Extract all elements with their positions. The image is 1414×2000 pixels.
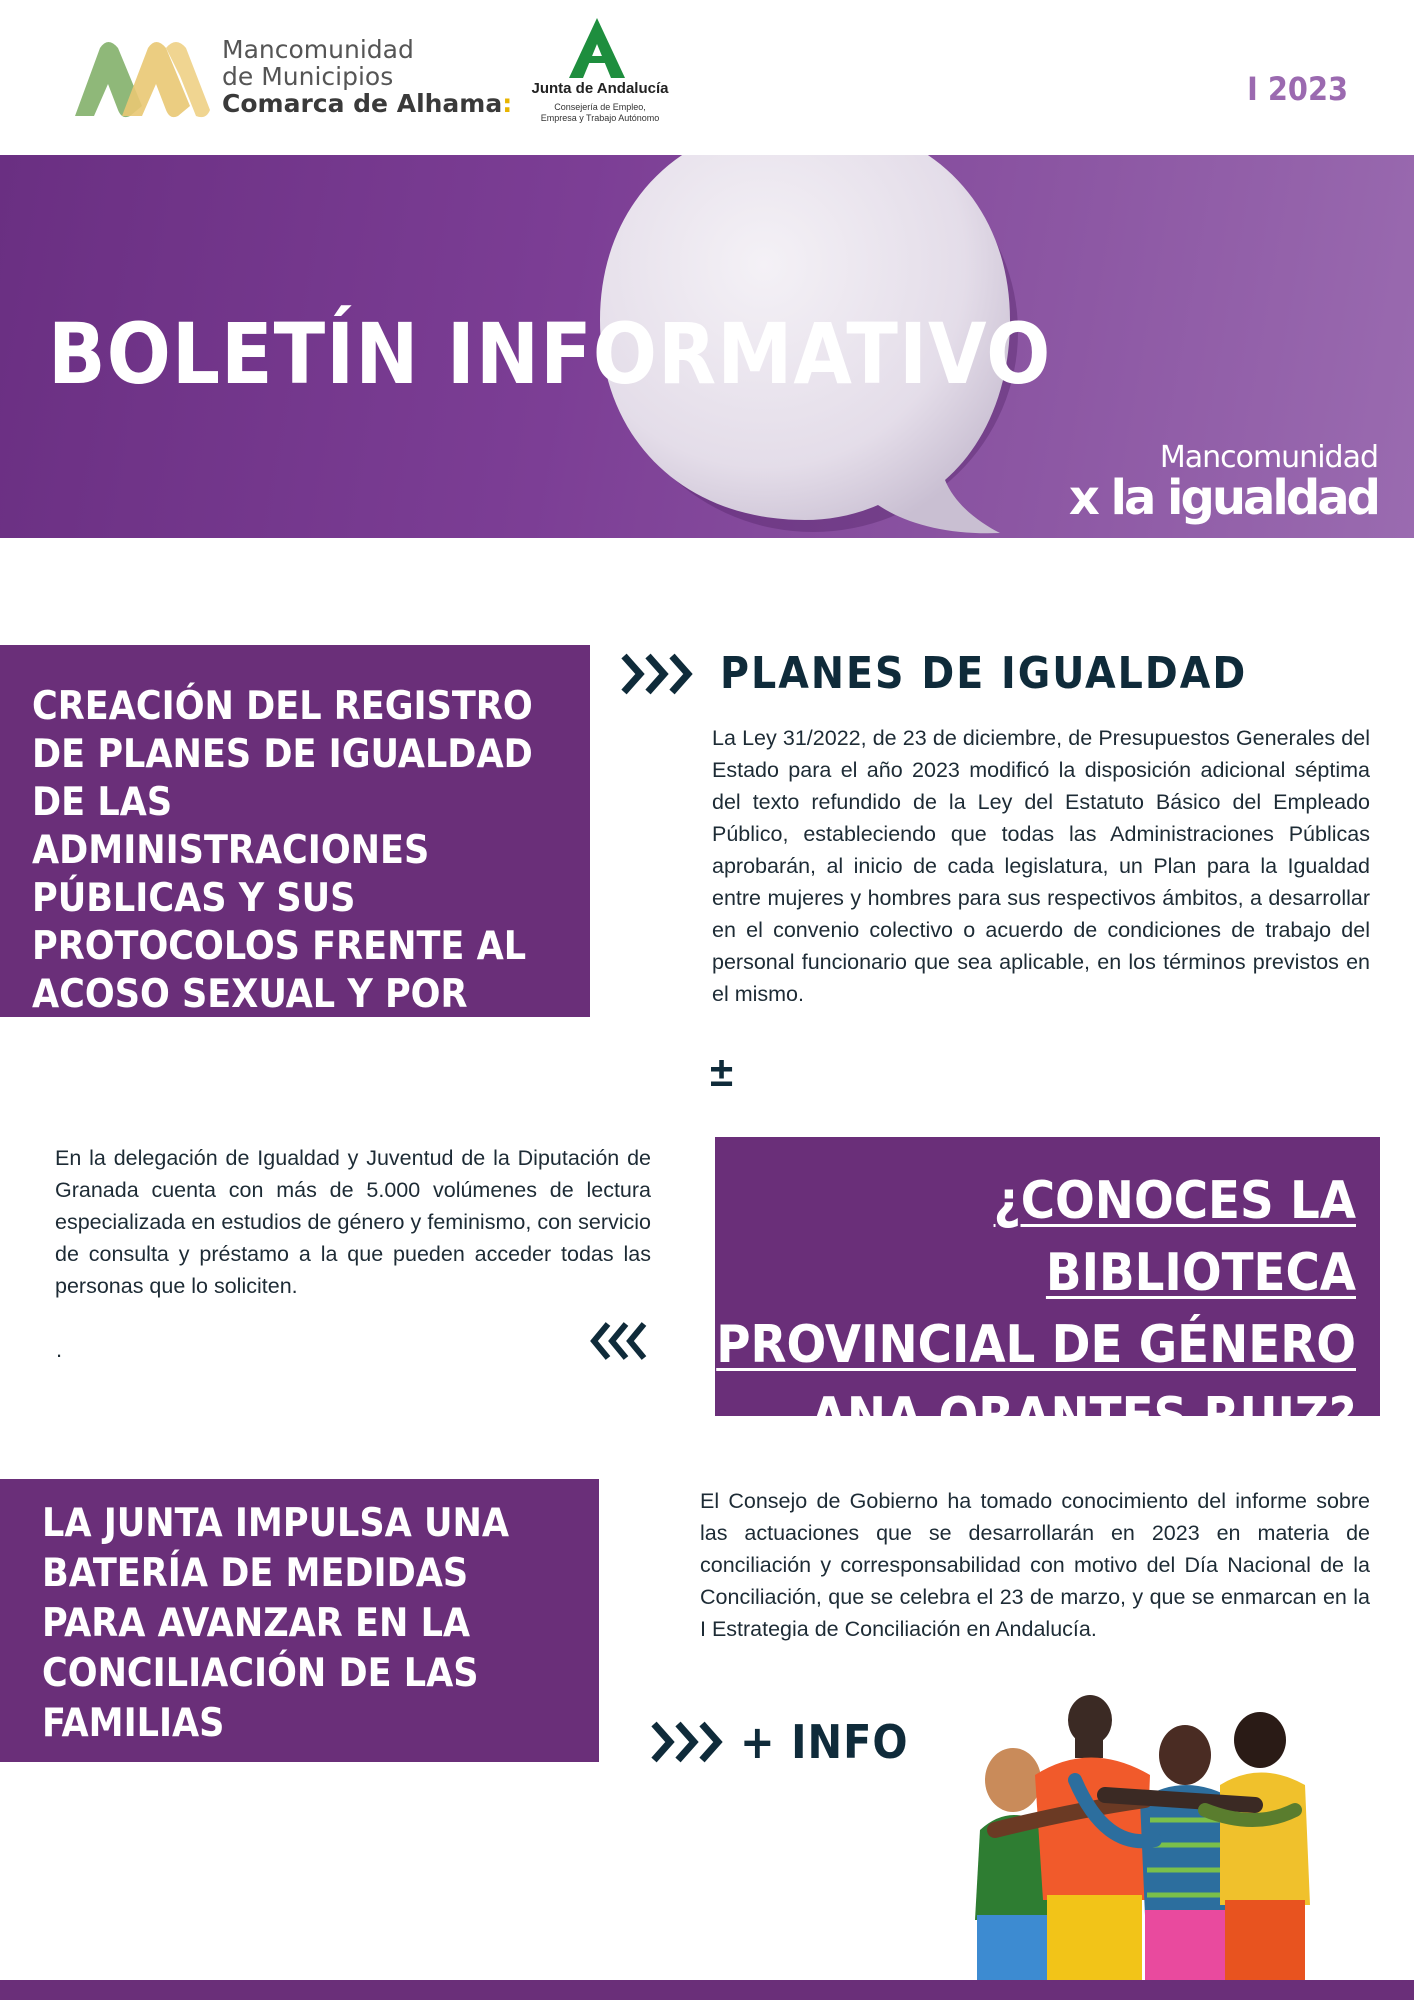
biblioteca-line1-row: [715, 1165, 1356, 1309]
registro-planes-title: CREACIÓN DEL REGISTRO DE PLANES DE IGUALDAD DE LAS ADMINISTRACIONES PÚBLICAS Y SUS PROTOCOLOS FRENTE AL ACOSO SEXUAL Y POR RAZÓN DE SEXO: [32, 684, 533, 1065]
biblioteca-box[interactable]: [715, 1137, 1380, 1447]
biblioteca-line2-row: [715, 1309, 1356, 1381]
mancomunidad-name: [222, 36, 512, 117]
mancomunidad-logo-icon: [70, 36, 215, 121]
biblioteca-line3[interactable]: ANA ORANTES RUIZ?: [810, 1387, 1356, 1447]
registro-planes-box: [0, 645, 590, 1065]
mxi-line1: Mancomunidad: [1159, 440, 1378, 475]
banner-title: BOLETÍN INFORMATIVO: [48, 305, 1052, 403]
footer-bar: [0, 1980, 1414, 2000]
junta-andalucia-subtitle: [520, 102, 680, 124]
more-info-toggle[interactable]: ±: [710, 1048, 734, 1095]
more-info-link[interactable]: + INFO: [740, 1715, 909, 1769]
mancomunidad-line3: [222, 90, 512, 117]
mancomunidad-igualdad-logo: [1068, 440, 1378, 526]
header: [0, 0, 1414, 155]
planes-igualdad-heading: PLANES DE IGUALDAD: [720, 648, 1248, 699]
junta-andalucia-title: Junta de Andalucía: [531, 80, 669, 97]
group-hug-illustration-icon: [955, 1680, 1335, 1985]
mxi-line2: x la igualdad: [1068, 470, 1378, 526]
planes-igualdad-text: La Ley 31/2022, de 23 de diciembre, de Presupuestos Generales del Estado para el año 2023 modificó la disposición adicional séptima del texto refundido de la Ley del Estatuto Básico del Empleado Público, estableciendo que todas las Administraciones Públicas aprobarán, al inicio de cada legislatura, un Plan para la Igualdad entre mujeres y hombres para sus respectivos ámbitos, a desarrollar en el convenio colectivo o acuerdo de condiciones de trabajo del personal funcionario que sea aplicable, en los términos previstos en el mismo.: [712, 726, 1370, 1006]
conciliacion-title: LA JUNTA IMPULSA UNA BATERÍA DE MEDIDAS PARA AVANZAR EN LA CONCILIACIÓN DE LAS FAMILIAS: [42, 1501, 510, 1746]
biblioteca-line3-row: [715, 1381, 1356, 1453]
mancomunidad-colon: :: [502, 89, 513, 118]
chevrons-left-icon: [590, 1320, 652, 1362]
biblioteca-line1[interactable]: ¿CONOCES LA BIBLIOTECA: [993, 1171, 1356, 1303]
hero-banner: [0, 155, 1414, 538]
conciliacion-box: [0, 1479, 599, 1762]
chevrons-right-icon: [620, 652, 702, 696]
biblioteca-text: En la delegación de Igualdad y Juventud de la Diputación de Granada cuenta con más de 5.000 volúmenes de lectura especializada en estudios de género y feminismo, con servicio de consulta y préstamo a la que pueden acceder todas las personas que lo soliciten.: [55, 1146, 651, 1298]
mancomunidad-line3-text: Comarca de Alhama: [222, 89, 503, 118]
junta-andalucia-logo-icon: [565, 16, 630, 80]
junta-sub-line1: Consejería de Empleo,: [554, 102, 646, 112]
conciliacion-text: El Consejo de Gobierno ha tomado conocimiento del informe sobre las actuaciones que se desarrollarán en 2023 en materia de conciliación y corresponsabilidad con motivo del Día Nacional de la Conciliación, que se celebra el 23 de marzo, y que se enmarcan en la I Estrategia de Conciliación en Andalucía.: [700, 1489, 1370, 1641]
biblioteca-line2[interactable]: PROVINCIAL DE GÉNERO: [716, 1315, 1356, 1375]
mancomunidad-line1: Mancomunidad: [222, 35, 414, 64]
junta-sub-line2: Empresa y Trabajo Autónomo: [540, 113, 660, 123]
chevrons-right-icon: [650, 1720, 732, 1764]
edition-label: I 2023: [1247, 70, 1348, 108]
trailing-dot: .: [56, 1337, 63, 1362]
mancomunidad-line2: de Municipios: [222, 62, 394, 91]
